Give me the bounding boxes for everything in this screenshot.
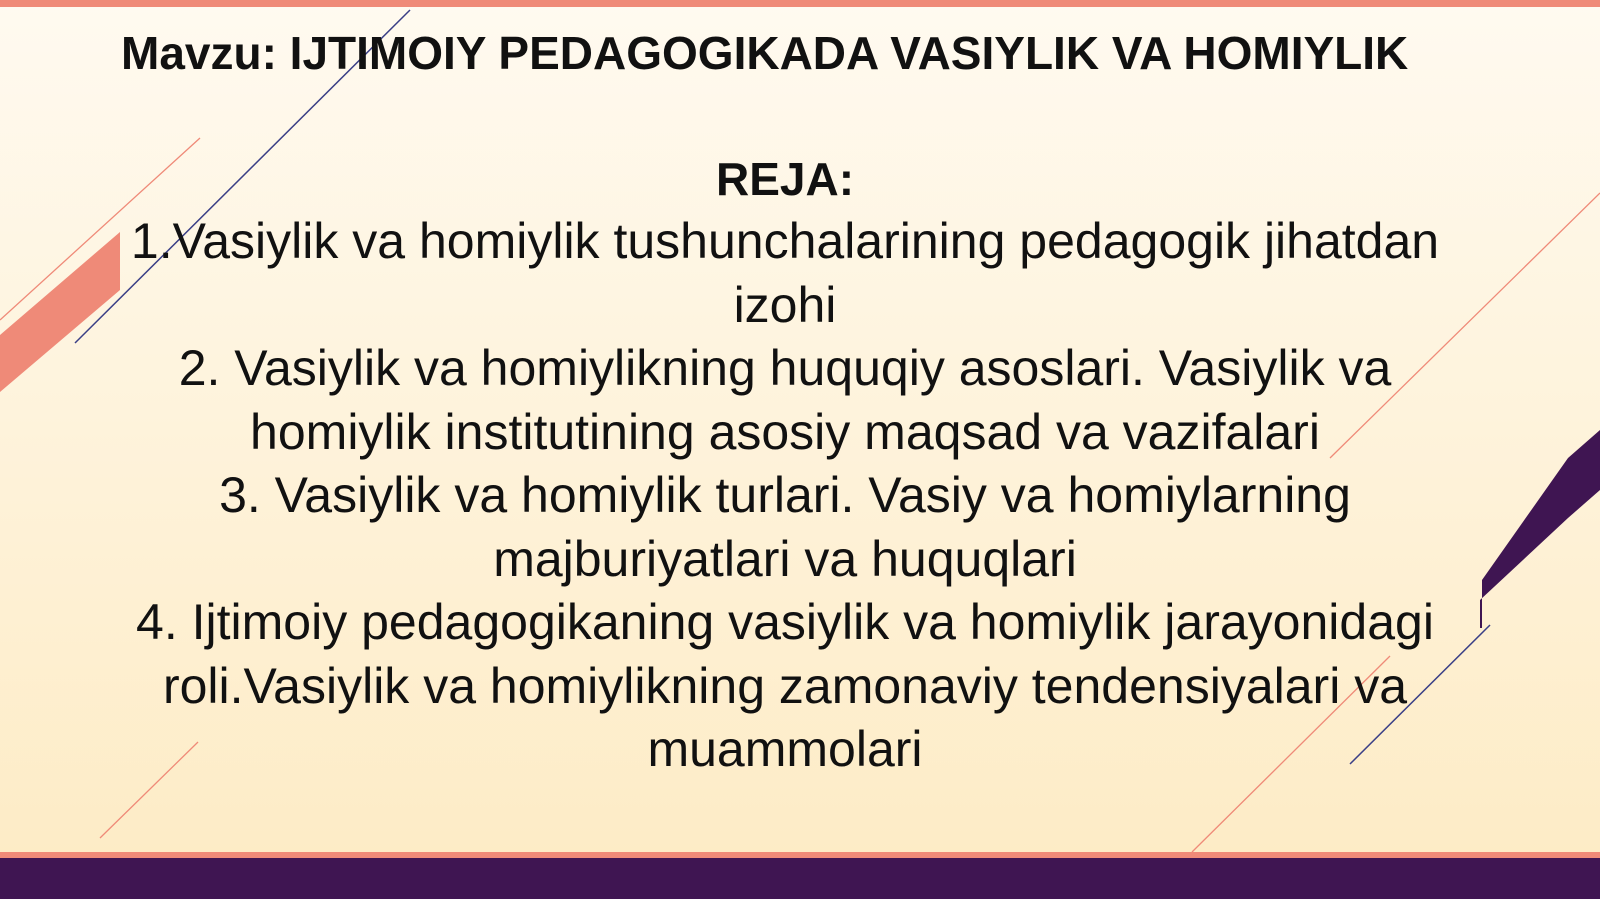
slide-title: Mavzu: IJTIMOIY PEDAGOGIKADA VASIYLIK VA HOMIYLIK <box>121 27 1409 79</box>
plan-item: 2. Vasiylik va homiylikning huquqiy asoslari. Vasiylik va homiylik institutining asosiy maqsad va vazifalari <box>178 340 1392 460</box>
purple-diagonal-band <box>1480 430 1600 628</box>
plan-item: 1.Vasiylik va homiylik tushunchalarining pedagogik jihatdan izohi <box>130 213 1440 333</box>
plan-item: 3. Vasiylik va homiylik turlari. Vasiy va homiylarning majburiyatlari va huquqlari <box>219 467 1351 587</box>
coral-diagonal-band <box>0 232 120 392</box>
plan-item: 4. Ijtimoiy pedagogikaning vasiylik va homiylik jarayonidagi roli.Vasiylik va homiylikning zamonaviy tendensiyalari va muammolari <box>136 594 1434 777</box>
bottom-footer-bar <box>0 858 1600 899</box>
plan-heading: REJA: <box>715 153 855 205</box>
plan-list <box>120 210 1450 782</box>
